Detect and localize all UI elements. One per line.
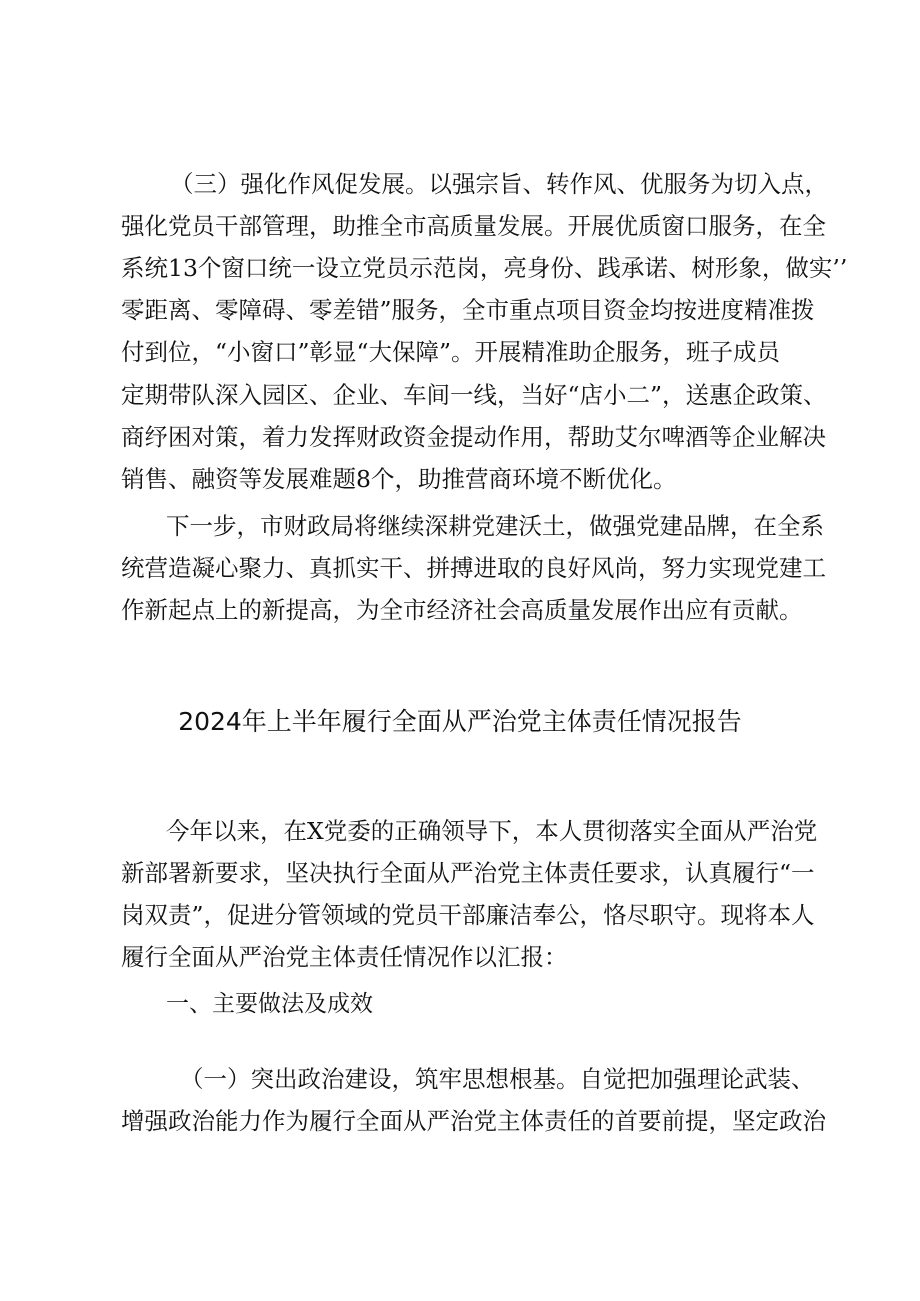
paragraph-line: 新部署新要求，坚决执行全面从严治党主体责任要求，认真履行“一 [121,859,815,887]
paragraph-line: 定期带队深入园区、企业、车间一线，当好“店小二”，送惠企政策、 [121,381,827,409]
paragraph-line: 岗双责”，促进分管领域的党员干部廉洁奉公，恪尽职守。现将本人 [121,901,815,929]
paragraph-line: 付到位，“小窗口”彰显“大保障”。开展精准助企服务，班子成员 [121,338,781,366]
report-title: 2024年上半年履行全面从严治党主体责任情况报告 [178,707,742,736]
paragraph-line: 增强政治能力作为履行全面从严治党主体责任的首要前提，坚定政治 [121,1107,826,1135]
paragraph-line: 履行全面从严治党主体责任情况作以汇报： [121,943,568,971]
paragraph-line: 下一步，市财政局将继续深耕党建沃土，做强党建品牌，在全系 [166,512,824,540]
paragraph-line: （一）突出政治建设，筑牢思想根基。自觉把加强理论武装、 [180,1065,815,1093]
section-heading: 一、主要做法及成效 [166,991,373,1017]
paragraph-line: 系统13个窗口统一设立党员示范岗，亮身份、践承诺、树形象，做实’’ [121,254,848,282]
paragraph-line: 强化党员干部管理，助推全市高质量发展。开展优质窗口服务，在全 [121,212,826,240]
paragraph-line: 零距离、零障碍、零差错”服务，全市重点项目资金均按进度精准拨 [121,296,815,324]
paragraph-line: 销售、融资等发展难题8个，助推营商环境不断优化。 [121,465,677,493]
paragraph-line: （三）强化作风促发展。以强宗旨、转作风、优服务为切入点， [170,170,828,198]
paragraph-line: 今年以来，在X党委的正确领导下，本人贯彻落实全面从严治党 [166,817,818,845]
paragraph-line: 作新起点上的新提高，为全市经济社会高质量发展作出应有贡献。 [121,596,803,624]
paragraph-line: 统营造凝心聚力、真抓实干、拼搏进取的良好风尚，努力实现党建工 [121,554,826,582]
paragraph-line: 商纾困对策，着力发挥财政资金提动作用，帮助艾尔啤酒等企业解决 [121,423,826,451]
